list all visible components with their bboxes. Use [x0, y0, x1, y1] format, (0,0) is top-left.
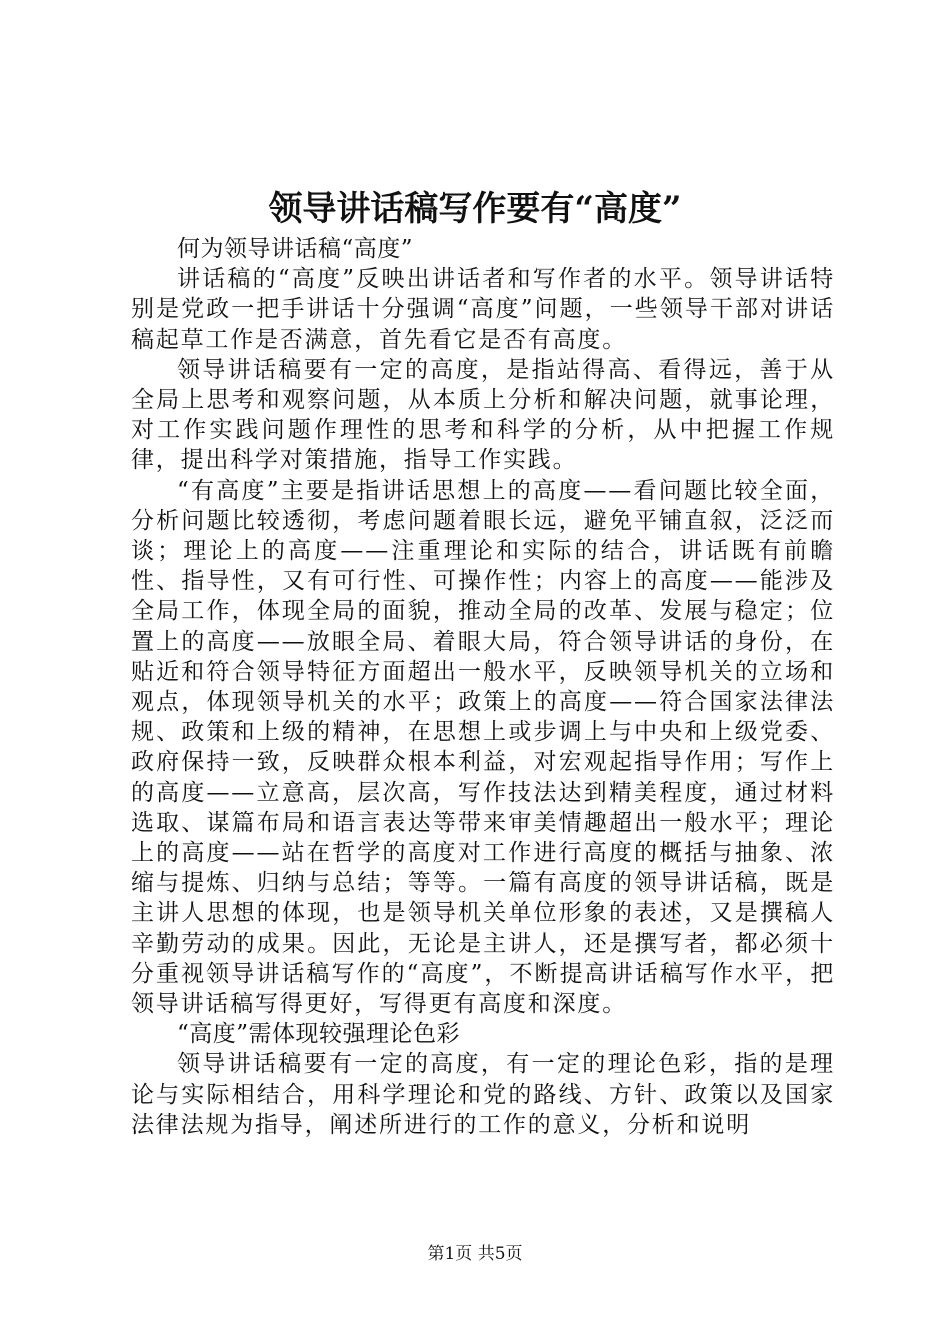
paragraph: 领导讲话稿要有一定的高度，有一定的理论色彩，指的是理论与实际相结合，用科学理论和党的路线、方针、政策以及国家法律法规为指导，阐述所进行的工作的意义，分析和说明	[131, 1051, 835, 1138]
page-indicator: 第1页 共5页	[427, 1244, 523, 1264]
document-body	[131, 234, 835, 1140]
paragraph: 领导讲话稿要有一定的高度，是指站得高、看得远，善于从全局上思考和观察问题，从本质上分析和解决问题，就事论理，对工作实践问题作理性的思考和科学的分析，从中把握工作规律，提出科学对策措施，指导工作实践。	[131, 356, 835, 474]
document-title: 领导讲话稿写作要有“高度”	[268, 189, 682, 229]
section-heading-theory-color: “高度”需体现较强理论色彩	[177, 1021, 461, 1048]
paragraph: 讲话稿的“高度”反映出讲话者和写作者的水平。领导讲话特别是党政一把手讲话十分强调“高度”问题，一些领导干部对讲话稿起草工作是否满意，首先看它是否有高度。	[131, 266, 835, 353]
section-heading-what-is-height: 何为领导讲话稿“高度”	[177, 236, 414, 262]
paragraph: “有高度”主要是指讲话思想上的高度——看问题比较全面，分析问题比较透彻，考虑问题着眼长远，避免平铺直叙，泛泛而谈；理论上的高度——注重理论和实际的结合，讲话既有前瞻性、指导性，又有可行性、可操作性；内容上的高度——能涉及全局工作，体现全局的面貌，推动全局的改革、发展与稳定；位置上的高度——放眼全局、着眼大局，符合领导讲话的身份，在贴近和符合领导特征方面超出一般水平，反映领导机关的立场和观点，体现领导机关的水平；政策上的高度——符合国家法律法规、政策和上级的精神，在思想上或步调上与中央和上级党委、政府保持一致，反映群众根本利益，对宏观起指导作用；写作上的高度——立意高，层次高，写作技法达到精美程度，通过材料选取、谋篇布局和语言表达等带来审美情趣超出一般水平；理论上的高度——站在哲学的高度对工作进行高度的概括与抽象、浓缩与提炼、归纳与总结；等等。一篇有高度的领导讲话稿，既是主讲人思想的体现，也是领导机关单位形象的表述，又是撰稿人辛勤劳动的成果。因此，无论是主讲人，还是撰写者，都必须十分重视领导讲话稿写作的“高度”，不断提高讲话稿写作水平，把领导讲话稿写得更好，写得更有高度和深度。	[131, 477, 835, 1018]
